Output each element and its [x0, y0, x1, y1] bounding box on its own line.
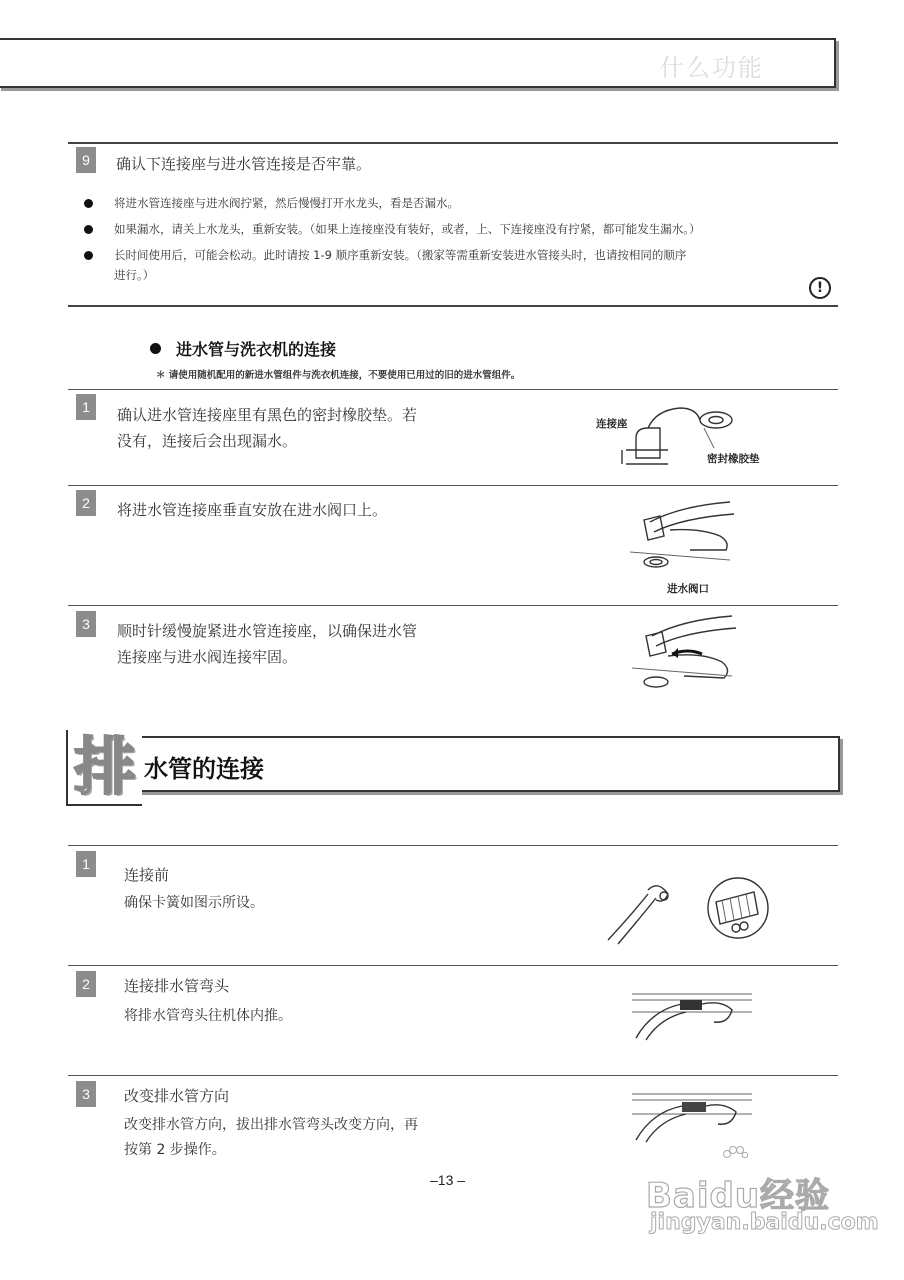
step9-bullet-3-cont: 进行。） — [114, 268, 155, 282]
inlet-step-3-line-2: 连接座与进水阀连接牢固。 — [117, 648, 298, 666]
drain-step-number-1: 1 — [76, 851, 96, 877]
inlet-section-note: ＊ 请使用随机配用的新进水管组件与洗衣机连接，不要使用已用过的旧的进水管组件。 — [156, 370, 521, 381]
warning-icon-glyph: ! — [816, 280, 824, 296]
step9-title: 确认下连接座与进水管连接是否牢靠。 — [116, 155, 372, 173]
drain-step-1-title: 连接前 — [124, 866, 170, 884]
warning-icon — [809, 277, 831, 299]
drain-big-char: 排 — [66, 730, 142, 806]
drain-step-3-line-1: 改变排水管方向，拔出排水管弯头改变方向，再 — [124, 1117, 418, 1133]
drain-step-2-title: 连接排水管弯头 — [124, 977, 230, 995]
label-connector: 连接座 — [596, 418, 628, 430]
drain-section-title: 水管的连接 — [144, 755, 264, 783]
divider — [68, 305, 838, 307]
drain-hose-clip-illustration — [602, 874, 772, 948]
watermark-url: jingyan.baidu.com — [650, 1210, 879, 1235]
bullet-icon — [84, 251, 93, 260]
divider — [68, 142, 838, 144]
label-valve: 进水阀口 — [667, 583, 709, 595]
connector-gasket-illustration — [596, 398, 816, 478]
inlet-step-3-line-1: 顺时针缓慢旋紧进水管连接座，以确保进水管 — [117, 622, 418, 640]
divider — [68, 485, 838, 486]
divider — [68, 845, 838, 846]
inlet-step-1-line-1: 确认进水管连接座里有黑色的密封橡胶垫。若 — [117, 406, 418, 424]
inlet-step-number-1: 1 — [76, 394, 96, 420]
inlet-step-1-line-2: 没有，连接后会出现漏水。 — [117, 432, 298, 450]
valve-placement-illustration — [630, 492, 740, 582]
bullet-icon — [84, 199, 93, 208]
drain-step-number-3: 3 — [76, 1081, 96, 1107]
inlet-step-number-3: 3 — [76, 611, 96, 637]
bullet-icon — [84, 225, 93, 234]
step9-bullet-1: 将进水管连接座与进水阀拧紧，然后慢慢打开水龙头，看是否漏水。 — [114, 196, 459, 210]
bullet-icon — [150, 343, 161, 354]
tighten-connector-illustration — [632, 612, 742, 702]
header-title: 什么功能 — [660, 54, 764, 82]
step9-bullet-3: 长时间使用后，可能会松动。此时请按 1-9 顺序重新安装。（搬家等需重新安装进水管接头时，也请按相同的顺序 — [114, 248, 687, 262]
paw-icon — [722, 1146, 748, 1168]
step9-bullet-2: 如果漏水，请关上水龙头，重新安装。（如果上连接座没有装好，或者，上、下连接座没有拧紧，都可能发生漏水。） — [114, 222, 701, 236]
divider — [68, 605, 838, 606]
push-elbow-illustration — [632, 990, 754, 1042]
divider — [68, 389, 838, 390]
watermark-brand: Baidu经验 — [646, 1176, 831, 1216]
drain-step-2-line-1: 将排水管弯头往机体内推。 — [124, 1008, 292, 1024]
drain-step-3-title: 改变排水管方向 — [124, 1087, 230, 1105]
step-number-9: 9 — [76, 147, 96, 173]
drain-step-1-line-1: 确保卡簧如图示所设。 — [124, 895, 264, 911]
drain-step-3-line-2: 按第 2 步操作。 — [124, 1142, 226, 1158]
header-bar — [0, 38, 836, 88]
page-number: –13 – — [430, 1172, 466, 1188]
inlet-step-2-line-1: 将进水管连接座垂直安放在进水阀口上。 — [117, 501, 388, 519]
inlet-section-title: 进水管与洗衣机的连接 — [176, 340, 337, 359]
change-direction-illustration — [632, 1090, 754, 1146]
inlet-step-number-2: 2 — [76, 490, 96, 516]
divider — [68, 965, 838, 966]
drain-step-number-2: 2 — [76, 971, 96, 997]
label-gasket: 密封橡胶垫 — [707, 453, 760, 465]
divider — [68, 1075, 838, 1076]
